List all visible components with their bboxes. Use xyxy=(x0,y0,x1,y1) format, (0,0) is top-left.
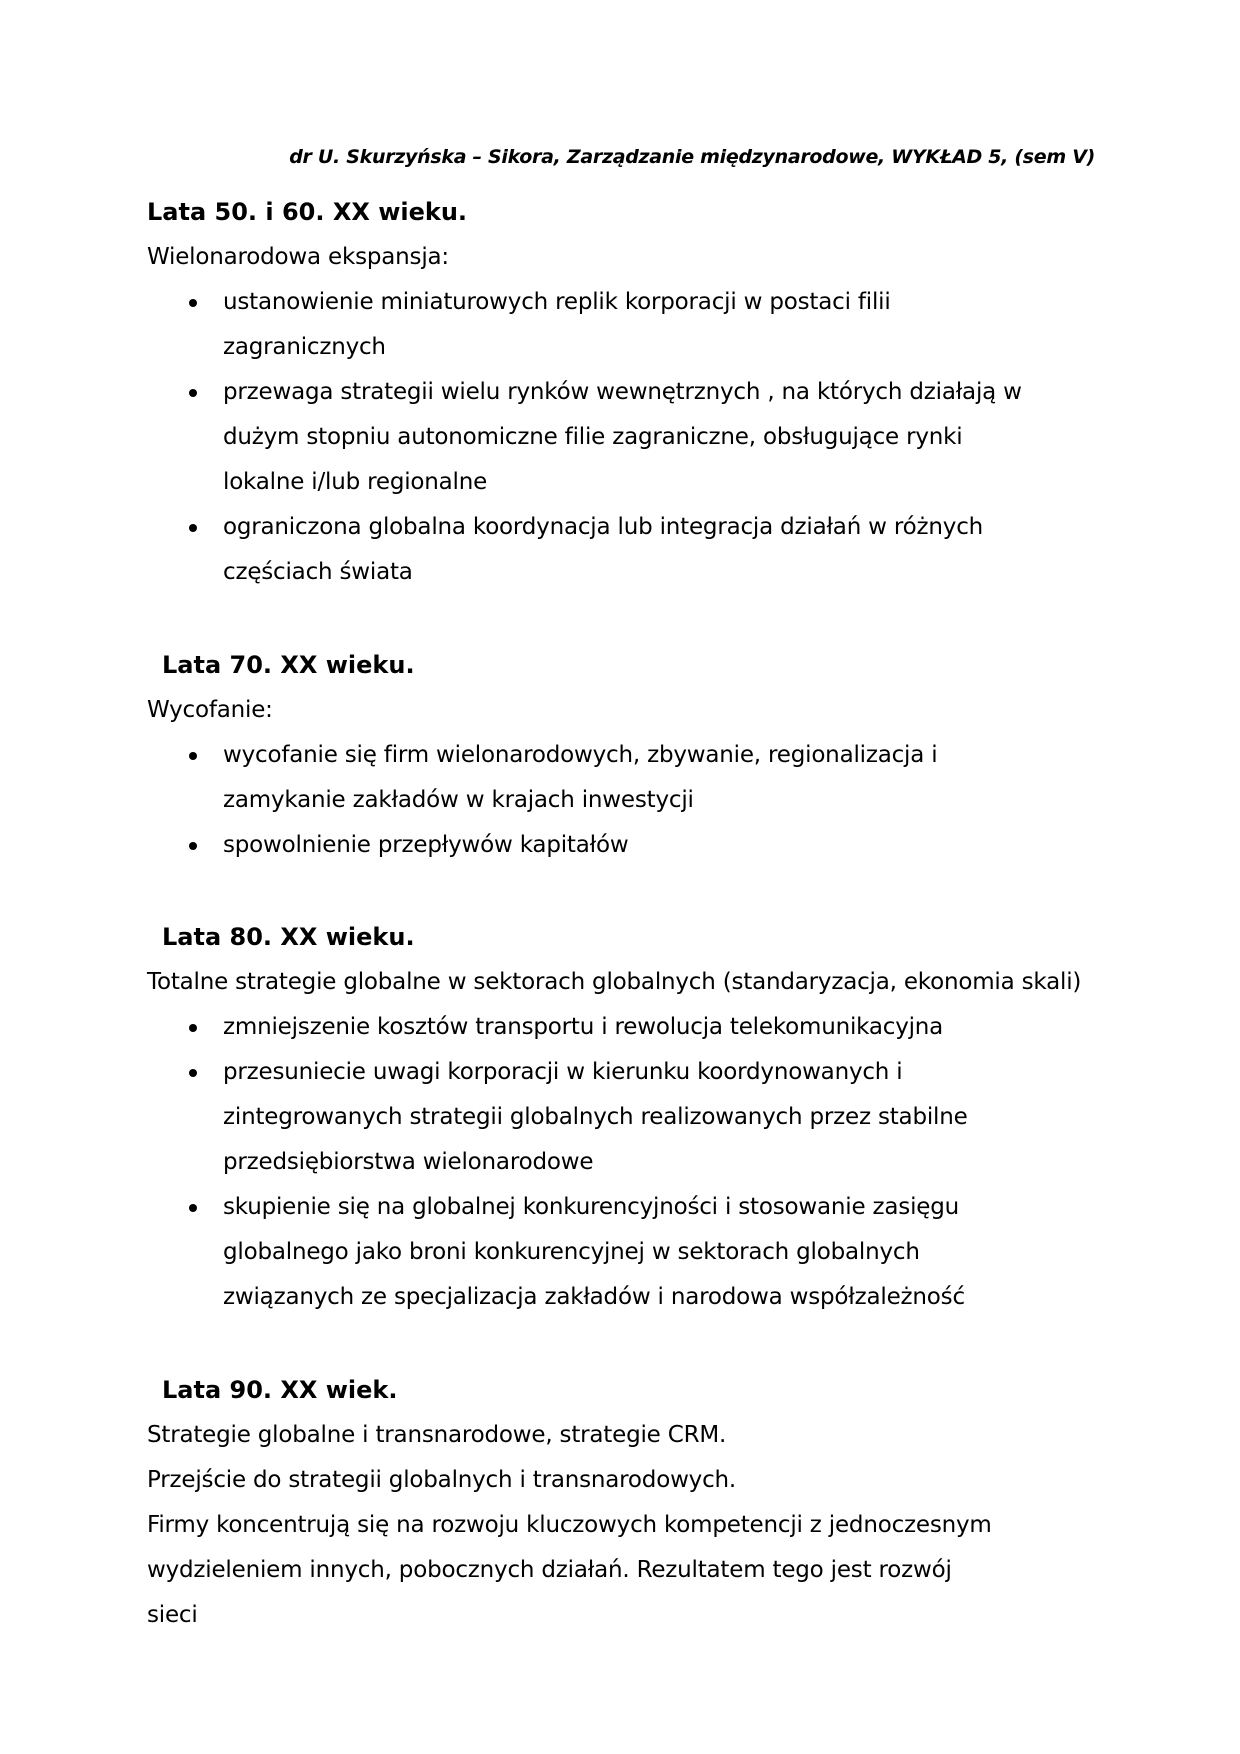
bullet-icon xyxy=(189,1024,197,1032)
list-item xyxy=(147,370,1043,505)
list-item xyxy=(147,1005,1043,1050)
list-item-text: zmniejszenie kosztów transportu i rewolucja telekomunikacyjna xyxy=(223,1014,944,1040)
list-item xyxy=(147,823,1043,868)
section-1990s xyxy=(147,1368,1107,1638)
page-header: dr U. Skurzyńska – Sikora, Zarządzanie międzynarodowe, WYKŁAD 5, (sem V) xyxy=(289,146,1095,168)
bullet-icon xyxy=(189,524,197,532)
bullet-list xyxy=(147,733,1107,868)
bullet-icon xyxy=(189,842,197,850)
list-item xyxy=(147,1050,1043,1185)
bullet-icon xyxy=(189,1204,197,1212)
bullet-icon xyxy=(189,389,197,397)
section-1950s-1960s xyxy=(147,190,1107,595)
section-intro: Totalne strategie globalne w sektorach globalnych (standaryzacja, ekonomia skali) xyxy=(147,969,1082,995)
bullet-list xyxy=(147,1005,1107,1320)
list-item xyxy=(147,505,1043,595)
section-intro: Wielonarodowa ekspansja: xyxy=(147,244,449,270)
list-item xyxy=(147,1185,1043,1320)
bullet-icon xyxy=(189,1069,197,1077)
section-heading: Lata 70. XX wieku. xyxy=(162,651,415,679)
section-intro: Wycofanie: xyxy=(147,697,273,723)
list-item-text: ograniczona globalna koordynacja lub integracja działań w różnych częściach świata xyxy=(223,514,984,585)
list-item-text: ustanowienie miniaturowych replik korporacji w postaci filii zagranicznych xyxy=(223,289,891,360)
list-item-text: spowolnienie przepływów kapitałów xyxy=(223,832,629,858)
bullet-list xyxy=(147,280,1107,595)
section-heading: Lata 90. XX wiek. xyxy=(162,1376,398,1404)
bullet-icon xyxy=(189,299,197,307)
paragraph: Strategie globalne i transnarodowe, strategie CRM. xyxy=(147,1422,727,1448)
bullet-icon xyxy=(189,752,197,760)
list-item xyxy=(147,733,1043,823)
section-heading: Lata 80. XX wieku. xyxy=(162,923,415,951)
list-item-text: skupienie się na globalnej konkurencyjności i stosowanie zasięgu globalnego jako broni konkurencyjnej w sektorach globalnych związanych ze specjalizacja zakładów i narodowa współzależność xyxy=(223,1194,965,1310)
section-1970s xyxy=(147,643,1107,868)
paragraph: Firmy koncentrują się na rozwoju kluczowych kompetencji z jednoczesnym wydzieleniem innych, pobocznych działań. Rezultatem tego jest rozwój sieci xyxy=(147,1512,992,1628)
paragraph: Przejście do strategii globalnych i transnarodowych. xyxy=(147,1467,737,1493)
section-heading: Lata 50. i 60. XX wieku. xyxy=(147,198,468,226)
list-item-text: wycofanie się firm wielonarodowych, zbywanie, regionalizacja i zamykanie zakładów w krajach inwestycji xyxy=(223,742,938,813)
list-item-text: przewaga strategii wielu rynków wewnętrznych , na których działają w dużym stopniu autonomiczne filie zagraniczne, obsługujące rynki lokalne i/lub regionalne xyxy=(223,379,1022,495)
list-item-text: przesuniecie uwagi korporacji w kierunku koordynowanych i zintegrowanych strategii globalnych realizowanych przez stabilne przedsiębiorstwa wielonarodowe xyxy=(223,1059,968,1175)
list-item xyxy=(147,280,1043,370)
section-1980s xyxy=(147,915,1107,1320)
